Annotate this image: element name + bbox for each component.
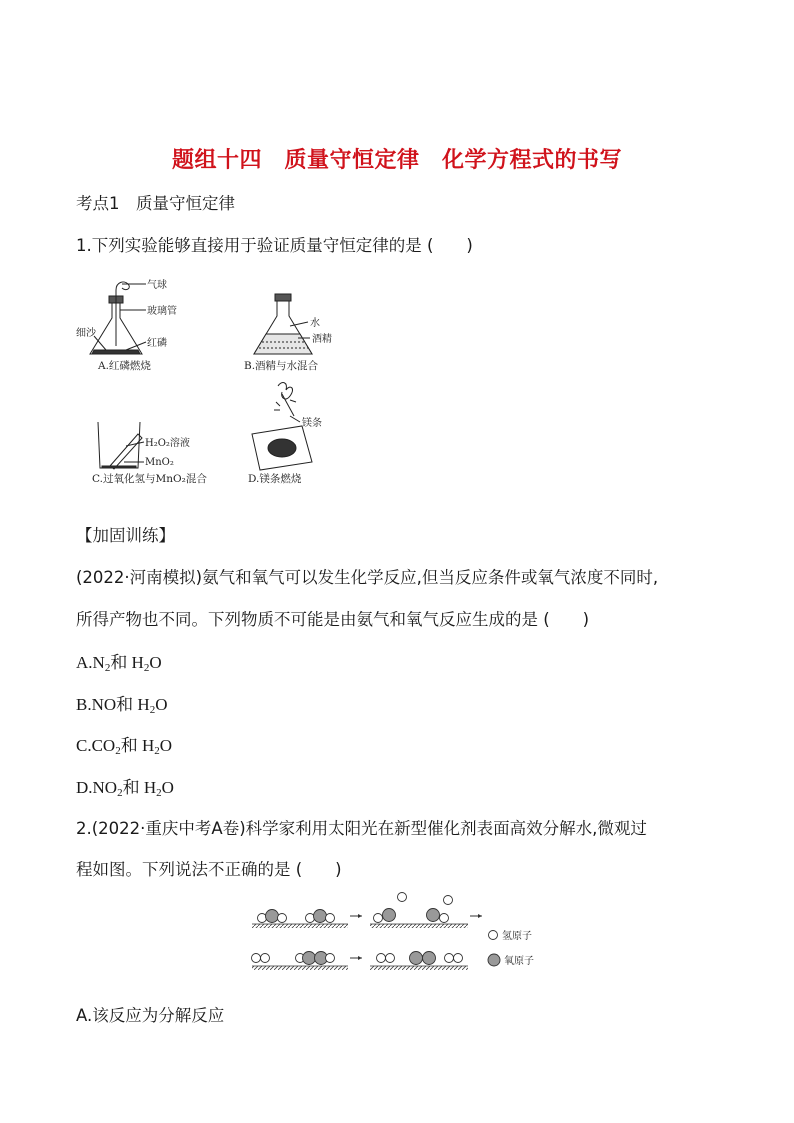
- caption-d: D.镁条燃烧: [248, 473, 302, 485]
- reinforce-heading: 【加固训练】: [76, 526, 175, 545]
- option-a[interactable]: $A.N_2$和 $H_2O$: [76, 653, 162, 674]
- label-balloon: 气球: [147, 280, 167, 291]
- reinforce-stem-line2: 所得产物也不同。下列物质不可能是由氨气和氧气反应生成的是 ( ): [76, 610, 590, 629]
- label-alcohol: 酒精: [312, 334, 332, 345]
- top-row-molecules: [258, 893, 453, 923]
- page-title: 题组十四 质量守恒定律 化学方程式的书写: [171, 148, 622, 173]
- reinforce-stem-line1: (2022·河南模拟)氨气和氧气可以发生化学反应,但当反应条件或氧气浓度不同时,: [76, 568, 659, 587]
- question-2-option-a[interactable]: A.该反应为分解反应: [76, 1006, 225, 1025]
- flask-a-diagram: [90, 282, 146, 354]
- label-sand: 细沙: [76, 328, 96, 339]
- label-mno2: MnO₂: [145, 457, 174, 468]
- option-b[interactable]: B.NO和 $H_2O$: [76, 695, 168, 716]
- option-d[interactable]: $D.NO_2$和 $H_2O$: [76, 778, 174, 799]
- label-glass-tube: 玻璃管: [147, 306, 177, 317]
- beaker-c-diagram: [98, 422, 144, 469]
- question-2-stem-line1: 2.(2022·重庆中考A卷)科学家利用太阳光在新型催化剂表面高效分解水,微观过: [76, 819, 647, 838]
- oxygen-atom-legend-icon: [488, 954, 500, 966]
- question-2-figure: [250, 890, 550, 978]
- legend-oxygen: 氧原子: [504, 956, 534, 967]
- question-1-figure: [76, 276, 336, 488]
- flask-b-diagram: [254, 294, 312, 354]
- question-1-stem: 1.下列实验能够直接用于验证质量守恒定律的是 ( ): [76, 236, 473, 255]
- caption-a: A.红磷燃烧: [98, 360, 151, 372]
- option-c[interactable]: $C.CO_2$和 $H_2O$: [76, 736, 173, 757]
- legend-hydrogen: 氢原子: [502, 931, 532, 942]
- label-red-phosphorus: 红磷: [147, 338, 167, 349]
- label-h2o2-solution: H₂O₂溶液: [145, 438, 190, 449]
- section-heading: 考点1 质量守恒定律: [76, 194, 235, 213]
- label-magnesium: 镁条: [302, 418, 322, 429]
- label-water: 水: [310, 318, 320, 329]
- caption-b: B.酒精与水混合: [244, 360, 319, 372]
- caption-c: C.过氧化氢与MnO₂混合: [92, 473, 207, 485]
- question-2-stem-line2: 程如图。下列说法不正确的是 ( ): [76, 860, 342, 879]
- hydrogen-atom-legend-icon: [489, 931, 498, 940]
